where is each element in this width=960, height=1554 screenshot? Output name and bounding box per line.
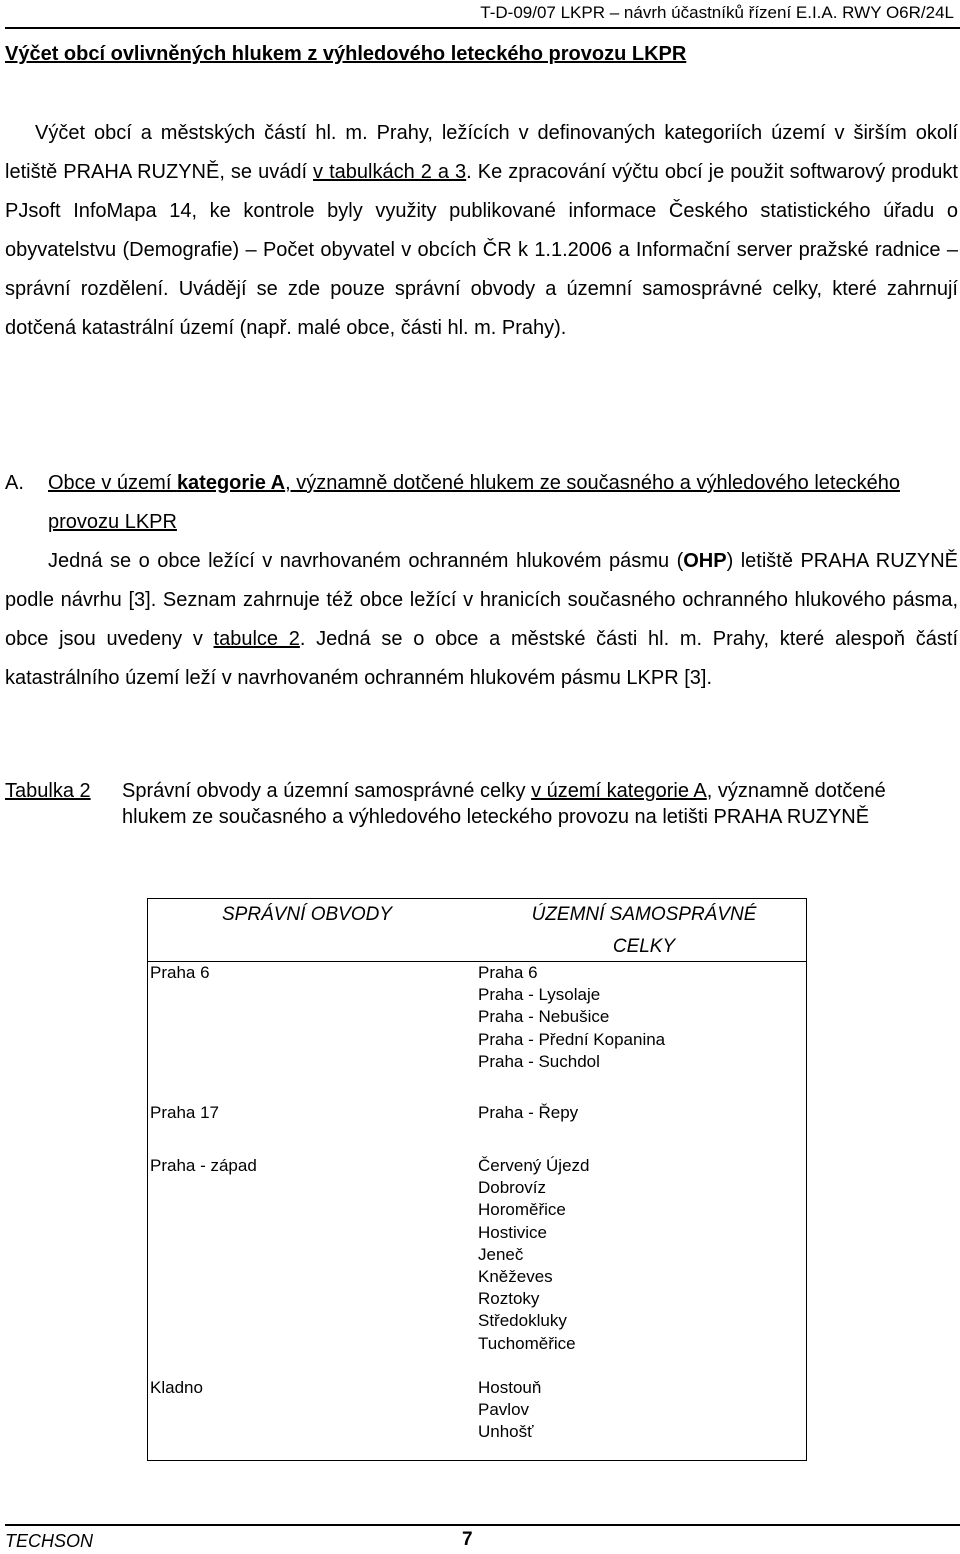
section-a [5,464,958,698]
districts-table [147,898,807,1461]
unit-item: Středokluky [478,1311,567,1331]
intro-text-2: . Ke zpracování výčtu obcí je použit softwarový produkt PJsoft InfoMapa 14, ke kontrole byly využity publikované informace Českého statistického úřadu o obyvatelstvu (Demografie) – Počet obyvatel v obcích ČR k 1.1.2006 a Informační server pražské radnice – správní rozdělení. Uvádějí se zde pouze správní obvody a územní samosprávné celky, které zahrnují dotčená katastrální území (např. malé obce, části hl. m. Prahy). [5,161,958,339]
footer-company: TECHSON [5,1531,94,1551]
unit-item: Praha 6 [478,963,538,982]
section-a-title-post: , významně dotčené hlukem ze současného a výhledového leteckého provozu LKPR [48,472,900,533]
table-2-reference-link[interactable]: tabulce 2 [213,628,300,650]
column-header-districts: SPRÁVNÍ OBVODY [222,904,392,925]
table-caption [5,778,905,830]
page-number: 7 [462,1529,473,1550]
unit-item: Praha - Nebušice [478,1007,610,1027]
section-a-title-pre: Obce v území [48,472,177,494]
district-cell: Praha - západ [150,1156,257,1175]
unit-item: Červený Újezd [478,1156,590,1175]
unit-item: Kněževes [478,1267,553,1287]
unit-item: Horoměřice [478,1200,566,1220]
section-a-body-1: Jedná se o obce ležící v navrhovaném ochranném hlukovém pásmu ( [48,550,684,572]
unit-item: Praha - Suchdol [478,1051,600,1071]
column-header-units: ÚZEMNÍ SAMOSPRÁVNÉ CELKY [531,904,757,957]
tables-reference-link[interactable]: v tabulkách 2 a 3 [313,161,467,183]
table-caption-text [122,778,905,830]
district-cell: Kladno [150,1378,203,1397]
unit-item: Praha - Řepy [478,1103,579,1122]
unit-item: Hostouň [478,1378,542,1397]
intro-text-1: Výčet obcí a městských částí hl. m. Prahy, ležících v definovaných kategoriích území v širším okolí letiště PRAHA RUZYNĚ, se uvádí [5,122,958,183]
units-cell [478,1155,590,1355]
section-a-title [48,464,958,542]
section-a-body [5,542,958,698]
units-cell [478,962,665,1073]
page-heading: Výčet obcí ovlivněných hlukem z výhledového leteckého provozu LKPR [5,43,687,65]
caption-text-pre: Správní obvody a územní samosprávné celky [122,780,532,802]
footer-rule [5,1524,960,1526]
unit-item: Pavlov [478,1400,530,1420]
unit-item: Roztoky [478,1289,540,1309]
section-a-body-2: ) letiště PRAHA RUZYNĚ podle návrhu [3]. Seznam zahrnuje též obce ležící v hranicích současného ochranného hlukového pásma, obce jsou uvedeny v [5,550,958,650]
unit-item: Tuchoměřice [478,1333,576,1353]
district-cell: Praha 6 [150,963,210,982]
caption-text-post: , významně dotčené hlukem ze současného a výhledového leteckého provozu na letišti PRAHA RUZYNĚ [122,780,886,828]
table-caption-label: Tabulka 2 [5,780,91,802]
units-cell [478,1377,541,1444]
caption-category-link[interactable]: v území kategorie A [531,780,707,802]
section-a-body-3: . Jedná se o obce a městské části hl. m. Prahy, které alespoň částí katastrálního území leží v navrhovaném ochranném hlukovém pásmu LKPR [3]. [5,628,959,689]
section-a-letter: A. [5,472,24,494]
unit-item: Praha - Lysolaje [478,985,601,1005]
district-cell: Praha 17 [150,1103,219,1122]
unit-item: Unhošť [478,1422,534,1442]
section-a-title-bold: kategorie A [176,472,286,494]
unit-item: Praha - Přední Kopanina [478,1029,666,1049]
section-a-heading [5,464,958,542]
units-cell [478,1102,578,1124]
unit-item: Hostivice [478,1222,547,1242]
unit-item: Jeneč [478,1244,524,1264]
document-reference: T-D-09/07 LKPR – návrh účastníků řízení E.I.A. RWY O6R/24L [480,3,954,22]
table-header-rule [148,961,806,962]
unit-item: Dobrovíz [478,1178,547,1198]
header-rule [5,27,960,29]
intro-paragraph [5,114,958,348]
section-a-body-bold: OHP [683,550,727,572]
